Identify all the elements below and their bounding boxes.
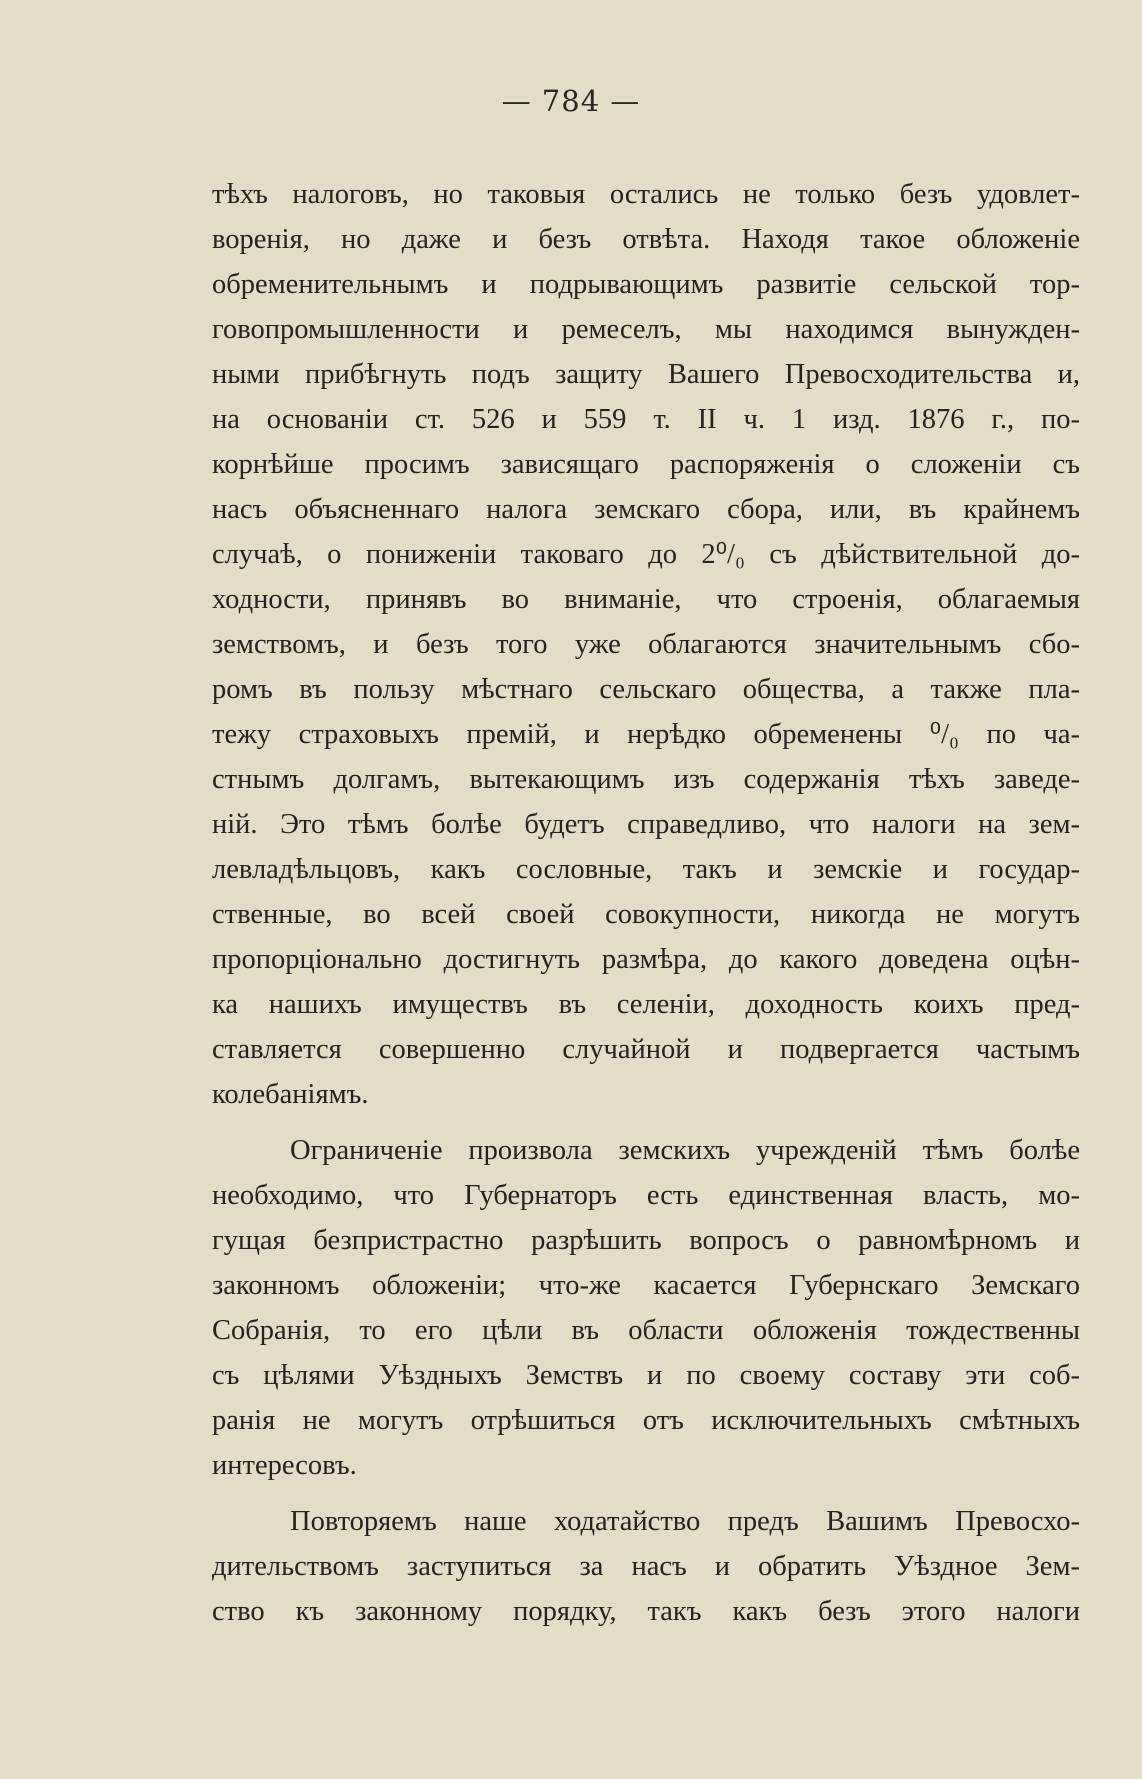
paragraph-1 [212,172,1080,1117]
text-line: Повторяемъ наше ходатайство предъ Вашимъ Превосхо- [290,1506,1080,1537]
text-line: тѣхъ налоговъ, но таковыя остались не только безъ удовлет- [212,179,1080,210]
text-line: ными прибѣгнуть подъ защиту Вашего Превосходительства и, [212,359,1080,390]
text-line: на основаніи ст. 526 и 559 т. II ч. 1 изд. 1876 г., по- [212,404,1080,435]
text-line: ромъ въ пользу мѣстнаго сельскаго общества, а также пла- [212,674,1080,705]
paragraph-spacer [212,1117,1080,1128]
text-line: ранія не могутъ отрѣшиться отъ исключительныхъ смѣтныхъ [212,1405,1080,1436]
text-line: Ограниченіе произвола земскихъ учрежденій тѣмъ болѣе [290,1135,1080,1166]
text-line: левладѣльцовъ, какъ сословные, такъ и земскіе и государ- [212,854,1080,885]
text-line: ставляется совершенно случайной и подвергается частымъ [212,1034,1080,1065]
text-line: обременительнымъ и подрывающимъ развитіе сельской тор- [212,269,1080,300]
text-line: интересовъ. [212,1450,357,1481]
text-line: ній. Это тѣмъ болѣе будетъ справедливо, что налоги на зем- [212,809,1080,840]
paragraph-spacer [212,1488,1080,1499]
text-line: ка нашихъ имуществъ въ селеніи, доходность коихъ пред- [212,989,1080,1020]
text-line: ходности, принявъ во вниманіе, что строенія, облагаемыя [212,584,1080,615]
body-text [212,172,1080,1634]
text-line: говопромышленности и ремеселъ, мы находимся вынужден- [212,314,1080,345]
text-line: пропорціонально достигнуть размѣра, до какого доведена оцѣн- [212,944,1080,975]
text-line: стнымъ долгамъ, вытекающимъ изъ содержанія тѣхъ заведе- [212,764,1080,795]
text-line: съ цѣлями Уѣздныхъ Земствъ и по своему составу эти соб- [212,1360,1080,1391]
text-line: насъ объясненнаго налога земскаго сбора, или, въ крайнемъ [212,494,1080,525]
text-line: необходимо, что Губернаторъ есть единственная власть, мо- [212,1180,1080,1211]
paragraph-3 [212,1499,1080,1634]
text-line: ство къ законному порядку, такъ какъ безъ этого налоги [212,1596,1080,1627]
text-line: земствомъ, и безъ того уже облагаются значительнымъ сбо- [212,629,1080,660]
text-line: законномъ обложеніи; что-же касается Губернскаго Земскаго [212,1270,1080,1301]
text-line: гущая безпристрастно разрѣшить вопросъ о равномѣрномъ и [212,1225,1080,1256]
text-line: колебаніямъ. [212,1079,369,1110]
text-line: воренія, но даже и безъ отвѣта. Находя такое обложеніе [212,224,1080,255]
text-line: ственные, во всей своей совокупности, никогда не могутъ [212,899,1080,930]
text-line: Собранія, то его цѣли въ области обложенія тождественны [212,1315,1080,1346]
page-number: — 784 — [501,84,641,118]
paragraph-2 [212,1128,1080,1488]
text-line: корнѣйше просимъ зависящаго распоряженія о сложеніи съ [212,449,1080,480]
text-line: случаѣ, о пониженіи таковаго до 2⁰/₀ съ дѣйствительной до- [212,539,1080,570]
text-line: дительствомъ заступиться за насъ и обратить Уѣздное Зем- [212,1551,1080,1582]
text-line: тежу страховыхъ премій, и нерѣдко обременены ⁰/₀ по ча- [212,719,1080,750]
